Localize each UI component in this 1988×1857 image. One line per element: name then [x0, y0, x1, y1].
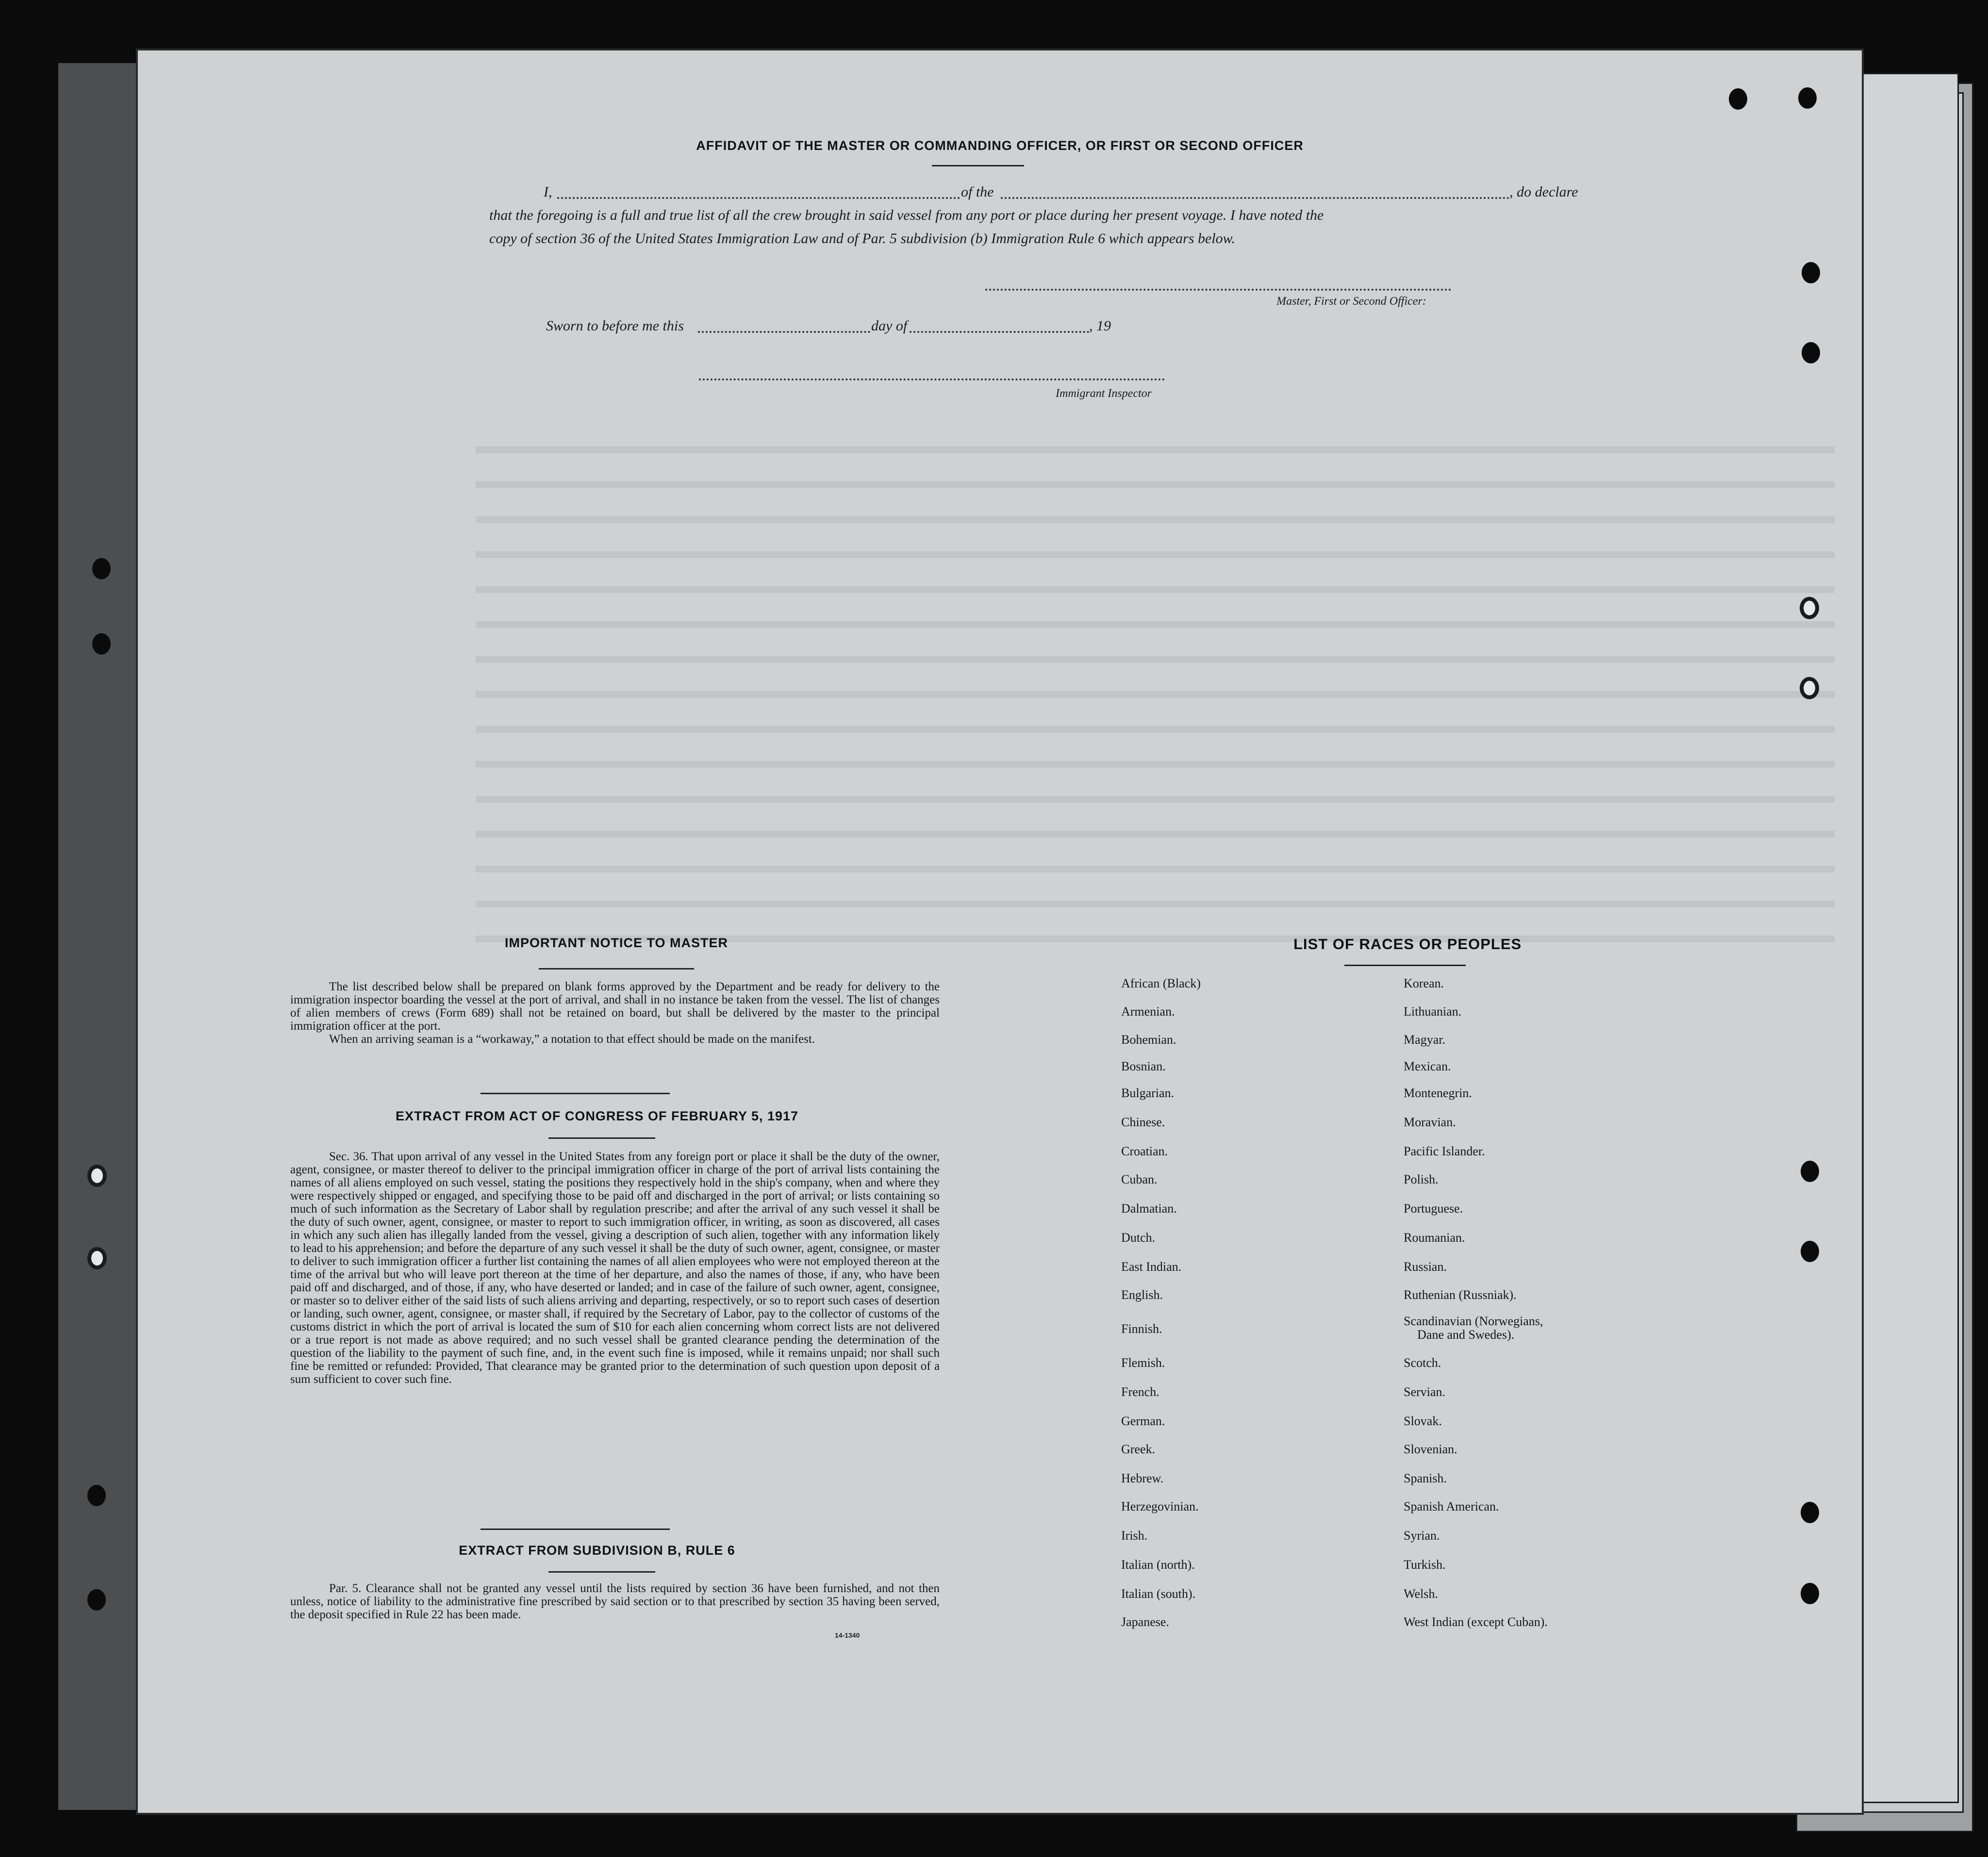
race-item: Montenegrin. — [1404, 1086, 1472, 1100]
master-signature-blank — [985, 289, 1451, 291]
sworn-month-blank — [910, 331, 1089, 333]
race-item: Dane and Swedes). — [1417, 1328, 1514, 1342]
punch-hole — [1802, 342, 1820, 363]
affidavit-i-label: I, — [544, 184, 552, 200]
race-item: Cuban. — [1121, 1172, 1158, 1186]
race-item: Italian (south). — [1121, 1587, 1196, 1601]
race-item: Hebrew. — [1121, 1471, 1164, 1485]
sworn-label: Sworn to before me this — [546, 318, 684, 334]
divider — [932, 165, 1024, 166]
race-item: Chinese. — [1121, 1115, 1165, 1129]
document-page — [136, 49, 1864, 1815]
race-item: Welsh. — [1404, 1587, 1438, 1601]
notice-paragraph-1: The list described below shall be prepared on blank forms approved by the Department and be ready for delivery to the immigration inspector boarding the vessel at the port of arrival, and shall in no instance be taken from the vessel. The list of changes of alien members of crews (Form 689) shall not be retained on board, but shall be delivered by the master to the principal immigration officer at the port. — [290, 980, 940, 1033]
notice-title: IMPORTANT NOTICE TO MASTER — [505, 936, 728, 950]
extract-act-title: EXTRACT FROM ACT OF CONGRESS OF FEBRUARY 5, 1917 — [395, 1109, 799, 1123]
punch-hole — [87, 1247, 107, 1269]
divider — [480, 1528, 670, 1530]
race-item: Armenian. — [1121, 1004, 1175, 1019]
affidavit-of-the-label: of the — [961, 184, 994, 200]
races-title: LIST OF RACES OR PEOPLES — [1293, 936, 1522, 953]
binder-strip — [58, 63, 149, 1810]
race-item: Italian (north). — [1121, 1558, 1195, 1572]
punch-hole — [1800, 597, 1819, 619]
race-item: Croatian. — [1121, 1144, 1168, 1158]
affidavit-declare-label: , do declare — [1509, 184, 1578, 200]
inspector-label: Immigrant Inspector — [1056, 387, 1152, 400]
form-number: 14-1340 — [835, 1631, 860, 1639]
bleed-through — [476, 446, 1835, 1009]
punch-hole — [1801, 1583, 1819, 1604]
race-item: Lithuanian. — [1404, 1004, 1462, 1019]
race-item: Russian. — [1404, 1260, 1447, 1274]
extract-act-body — [290, 1150, 940, 1386]
race-item: Magyar. — [1404, 1033, 1445, 1047]
race-item: West Indian (except Cuban). — [1404, 1615, 1548, 1629]
race-item: Scandinavian (Norwegians, — [1404, 1314, 1543, 1328]
race-item: Bosnian. — [1121, 1059, 1166, 1073]
race-item: Korean. — [1404, 976, 1444, 990]
race-item: Scotch. — [1404, 1356, 1441, 1370]
race-item: Pacific Islander. — [1404, 1144, 1485, 1158]
race-item: Spanish American. — [1404, 1499, 1499, 1513]
race-item: Spanish. — [1404, 1471, 1447, 1485]
affidavit-line-2: that the foregoing is a full and true list of all the crew brought in said vessel from any port or place during her present voyage. I have noted the — [489, 207, 1324, 223]
punch-hole — [1802, 262, 1820, 283]
punch-hole — [92, 633, 111, 655]
punch-hole — [1801, 1502, 1819, 1523]
divider — [548, 1571, 655, 1573]
race-item: Slovenian. — [1404, 1442, 1458, 1456]
race-item: Flemish. — [1121, 1356, 1165, 1370]
master-signature-label: Master, First or Second Officer: — [1276, 295, 1426, 308]
notice-paragraph-2: When an arriving seaman is a “workaway,” a notation to that effect should be made on the manifest. — [329, 1033, 815, 1046]
race-item: African (Black) — [1121, 976, 1201, 990]
race-item: Herzegovinian. — [1121, 1499, 1199, 1513]
divider — [548, 1137, 655, 1139]
race-item: Dalmatian. — [1121, 1201, 1177, 1216]
race-item: Irish. — [1121, 1528, 1148, 1543]
race-item: Bohemian. — [1121, 1033, 1176, 1047]
name-blank — [557, 197, 960, 199]
race-item: Turkish. — [1404, 1558, 1446, 1572]
race-item: German. — [1121, 1414, 1165, 1428]
race-item: French. — [1121, 1385, 1160, 1399]
race-item: Ruthenian (Russniak). — [1404, 1288, 1517, 1302]
punch-hole — [87, 1485, 106, 1506]
punch-hole — [87, 1165, 107, 1187]
race-item: Finnish. — [1121, 1322, 1162, 1336]
punch-hole — [87, 1589, 106, 1610]
affidavit-title: AFFIDAVIT OF THE MASTER OR COMMANDING OFFICER, OR FIRST OR SECOND OFFICER — [696, 138, 1304, 153]
race-item: Servian. — [1404, 1385, 1445, 1399]
day-of-label: day of — [871, 318, 908, 334]
year-label: , 19 — [1089, 318, 1111, 334]
race-item: Dutch. — [1121, 1231, 1156, 1245]
extract-rule-body — [290, 1582, 940, 1621]
punch-hole — [1800, 677, 1819, 699]
punch-hole — [1801, 1241, 1819, 1262]
punch-hole — [1801, 1161, 1819, 1182]
race-item: Japanese. — [1121, 1615, 1169, 1629]
race-item: Syrian. — [1404, 1528, 1440, 1543]
race-item: English. — [1121, 1288, 1163, 1302]
divider — [1344, 965, 1466, 966]
punch-hole — [92, 558, 111, 579]
notice-body — [290, 980, 940, 1046]
divider — [480, 1093, 670, 1094]
race-item: Moravian. — [1404, 1115, 1456, 1129]
affidavit-line-3: copy of section 36 of the United States Immigration Law and of Par. 5 subdivision (b) Immigration Rule 6 which appears below. — [489, 230, 1235, 247]
race-item: Greek. — [1121, 1442, 1156, 1456]
race-item: Polish. — [1404, 1172, 1439, 1186]
race-item: Bulgarian. — [1121, 1086, 1175, 1100]
section-36-text: Sec. 36. That upon arrival of any vessel in the United States from any foreign port or place it shall be the duty of the owner, agent, consignee, or master thereof to deliver to the principal immigration officer in charge of the port of arrival lists containing the names of all aliens employed on such vessel, stating the positions they respectively hold in the ship's company, when and where they were respectively shipped or engaged, and specifying those to be paid off and discharged in the port of arrival; or lists containing so much of such information as the Secretary of Labor shall by regulation prescribe; and after the arrival of any such vessel it shall be the duty of such owner, agent, consignee, or master to report to such immigration officer, in writing, as soon as discovered, all cases in which any such alien has illegally landed from the vessel, giving a description of such alien, together with any information likely to lead to his apprehension; and before the departure of any such vessel it shall be the duty of such owner, agent, consignee, or master to deliver to such immigration officer a further list containing the names of all alien employees who were not employed thereon at the time of the arrival but who will leave port thereon at the time of her departure, and also the names of those, if any, who have been paid off and discharged, and of those, if any, who have deserted or landed; and in case of the failure of such owner, agent, consignee, or master so to deliver either of the said lists of such aliens arriving and departing, respectively, or so to report such cases of desertion or landing, such owner, agent, consignee, or master shall, if required by the Secretary of Labor, pay to the collector of customs of the customs district in which the port of arrival is located the sum of $10 for each alien concerning whom correct lists are not delivered or a true report is not made as above required; and no such vessel shall be granted clearance pending the determination of the question of the liability to the payment of such fine, and, in the event such fine is imposed, while it remains unpaid; nor shall such fine be remitted or refunded: Provided, That clearance may be granted prior to the determination of such question upon deposit of a sum sufficient to cover such fine. — [290, 1150, 940, 1386]
inspector-signature-blank — [699, 378, 1165, 380]
race-item: Portuguese. — [1404, 1201, 1463, 1216]
par-5-text: Par. 5. Clearance shall not be granted any vessel until the lists required by section 36 have been furnished, and not then unless, notice of liability to the administrative fine prescribed by said section or to that prescribed by section 35 having been served, the deposit specified in Rule 22 has been made. — [290, 1582, 940, 1621]
divider — [539, 968, 694, 970]
extract-rule-title: EXTRACT FROM SUBDIVISION B, RULE 6 — [459, 1543, 735, 1558]
race-item: Slovak. — [1404, 1414, 1442, 1428]
sworn-day-blank — [698, 331, 870, 333]
punch-hole — [1729, 88, 1747, 110]
punch-hole — [1798, 87, 1817, 109]
race-item: Roumanian. — [1404, 1231, 1465, 1245]
race-item: Mexican. — [1404, 1059, 1451, 1073]
vessel-blank — [1001, 197, 1509, 199]
race-item: East Indian. — [1121, 1260, 1182, 1274]
